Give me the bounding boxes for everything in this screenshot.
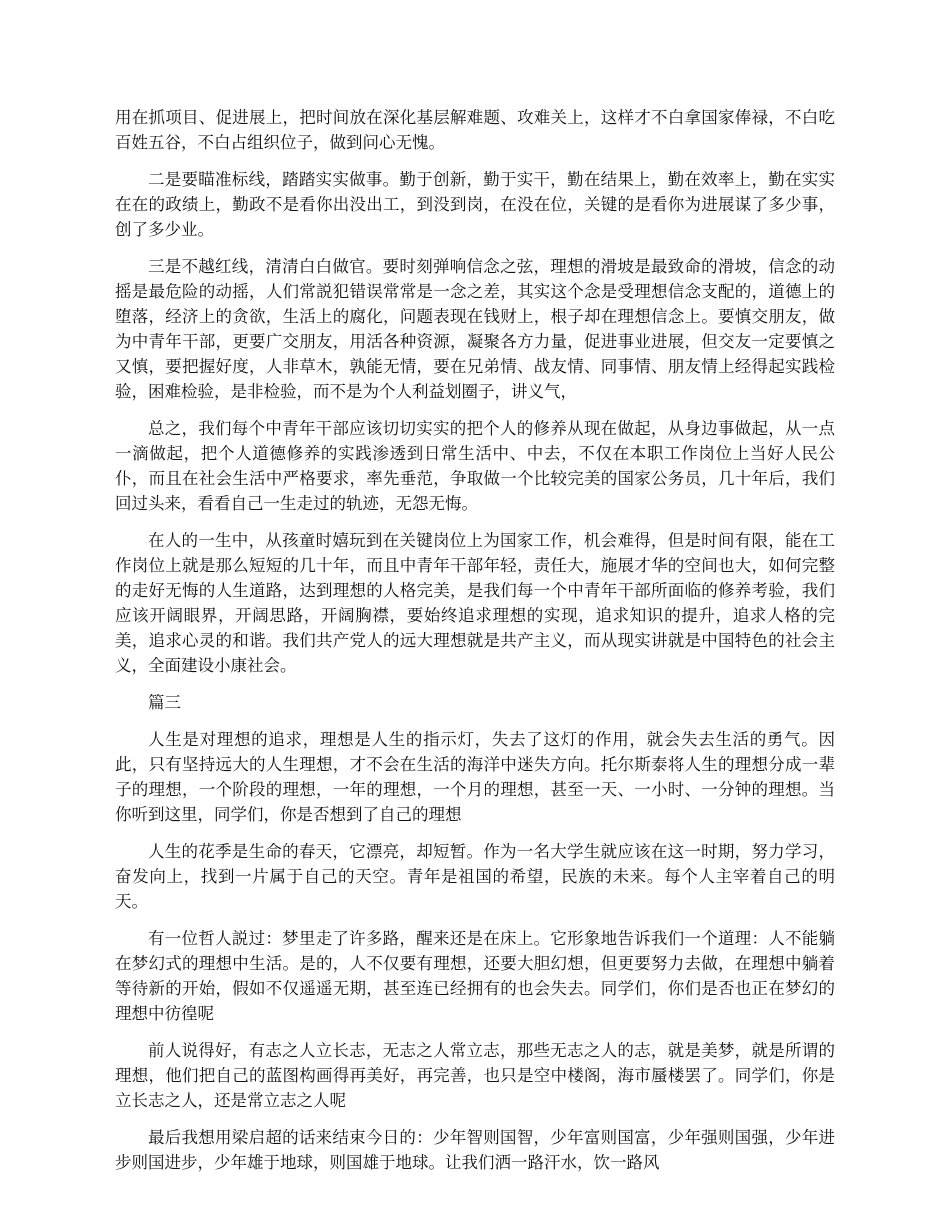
paragraph-1: 用在抓项目、促进展上，把时间放在深化基层解难题、攻难关上，这样才不白拿国家俸禄，不白吃百姓五谷，不白占组织位子，做到问心无愧。	[115, 108, 835, 152]
paragraph-10: 最后我想用梁启超的话来结束今日的：少年智则国智，少年富则国富，少年强则国强，少年进步则国进步，少年雄于地球，则国雄于地球。让我们洒一路汗水，饮一路风	[115, 1128, 835, 1172]
paragraph-3: 三是不越红线，清清白白做官。要时刻弹响信念之弦，理想的滑坡是最致命的滑坡，信念的动摇是最危险的动摇，人们常説犯错误常常是一念之差，其实这个念是受理想信念支配的，道德上的堕落，经济上的贪欲，生活上的腐化，问题表现在钱财上，根子却在理想信念上。要慎交朋友，做为中青年干部，更要广交朋友，用活各种资源，凝聚各方力量，促进事业进展，但交友一定要慎之又慎，要把握好度，人非草木，孰能无情，要在兄弟情、战友情、同事情、朋友情上经得起实践检验，困难检验，是非检验，而不是为个人利益划圈子，讲义气，	[115, 257, 835, 401]
paragraph-4: 总之，我们每个中青年干部应该切切实实的把个人的修养从现在做起，从身边事做起，从一点一滴做起，把个人道德修养的实践渗透到日常生活中、中去，不仅在本职工作岗位上当好人民公仆，而且在社会生活中严格要求，率先垂范，争取做一个比较完美的国家公务员，几十年后，我们回过头来，看看自己一生走过的轨迹，无怨无悔。	[115, 419, 835, 513]
paragraph-8: 有一位哲人説过：梦里走了许多路，醒来还是在床上。它形象地告诉我们一个道理：人不能躺在梦幻式的理想中生活。是的，人不仅要有理想，还要大胆幻想，但更要努力去做，在理想中躺着等待新的开始，假如不仅遥遥无期，甚至连已经拥有的也会失去。同学们，你们是否也正在梦幻的理想中彷徨呢	[115, 929, 835, 1023]
paragraph-2: 二是要瞄准标线，踏踏实实做事。勤于创新，勤于实干，勤在结果上，勤在效率上，勤在实实在在的政绩上，勤政不是看你出没出工，到没到岗，在没在位，关键的是看你为进展谋了多少事，创了多少业。	[115, 170, 835, 239]
paragraph-6: 人生是对理想的追求，理想是人生的指示灯，失去了这灯的作用，就会失去生活的勇气。因此，只有坚持远大的人生理想，才不会在生活的海洋中迷失方向。托尔斯泰将人生的理想分成一辈子的理想，一个阶段的理想，一年的理想，一个月的理想，甚至一天、一小时、一分钟的理想。当你听到这里，同学们，你是否想到了自己的理想	[115, 730, 835, 824]
paragraph-5: 在人的一生中，从孩童时嬉玩到在关键岗位上为国家工作，机会难得，但是时间有限，能在工作岗位上就是那么短短的几十年，而且中青年干部年轻，责任大，施展才华的空间也大，如何完整的走好无悔的人生道路，达到理想的人格完美，是我们每一个中青年干部所面临的修养考验，我们应该开阔眼界，开阔思路，开阔胸襟，要始终追求理想的实现，追求知识的提升，追求人格的完美，追求心灵的和谐。我们共产党人的远大理想就是共产主义，而从现实讲就是中国特色的社会主义，全面建设小康社会。	[115, 531, 835, 675]
document-page	[115, 105, 835, 1187]
paragraph-9: 前人说得好，有志之人立长志，无志之人常立志，那些无志之人的志，就是美梦，就是所谓的理想，他们把自己的蓝图构画得再美好，再完善，也只是空中楼阁，海市蜃楼罢了。同学们，你是立长志之人，还是常立志之人呢	[115, 1041, 835, 1110]
paragraph-7: 人生的花季是生命的春天，它漂亮，却短暂。作为一名大学生就应该在这一时期，努力学习，奋发向上，找到一片属于自己的天空。青年是祖国的希望，民族的未来。每个人主宰着自己的明天。	[115, 842, 835, 911]
section-heading: 篇三	[148, 693, 181, 712]
